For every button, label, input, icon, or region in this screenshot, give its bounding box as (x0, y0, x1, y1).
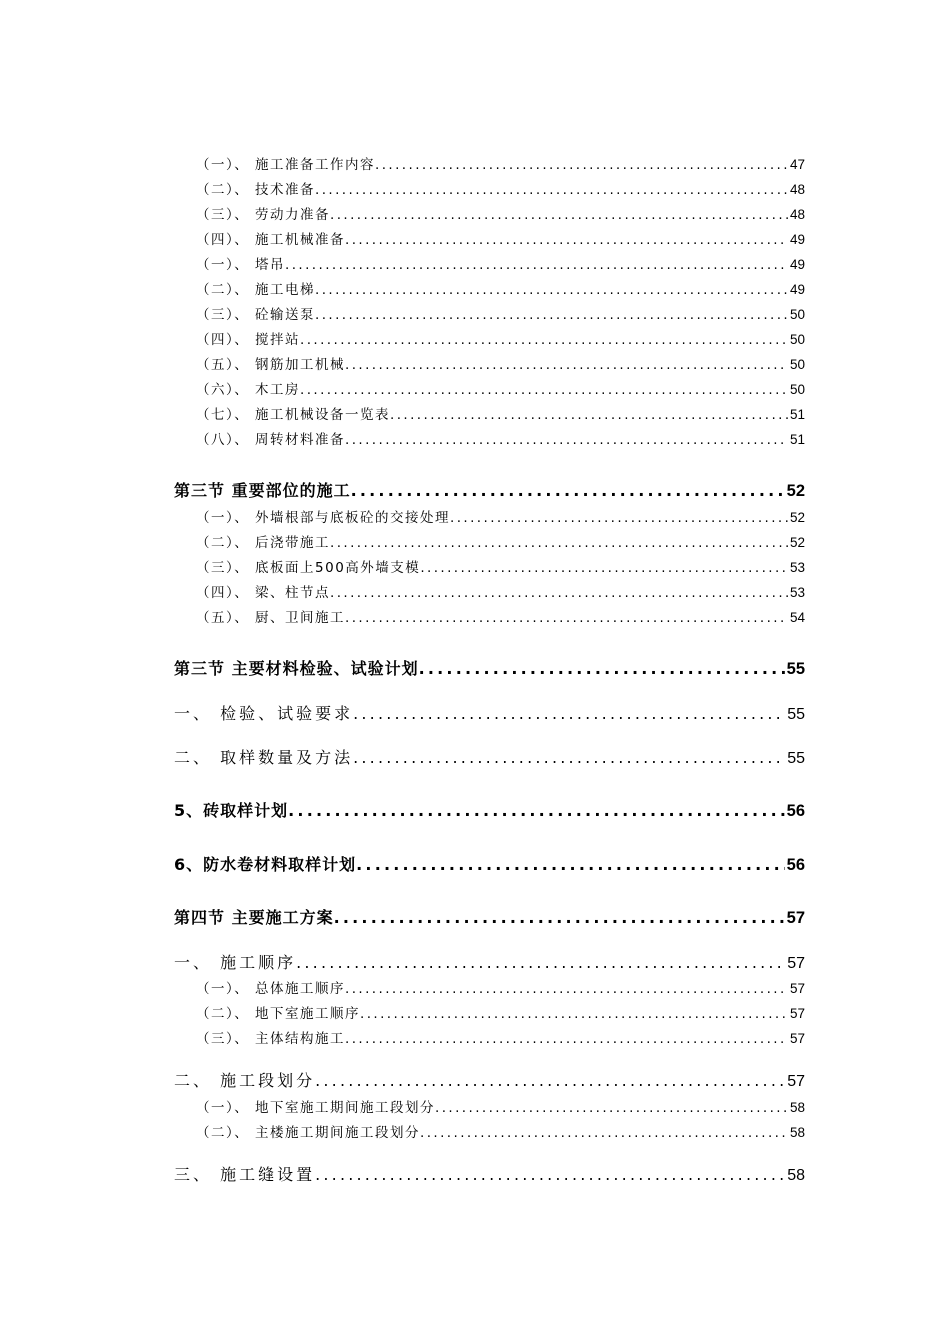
toc-entry[interactable] (196, 428, 805, 446)
toc-leader-dots (345, 232, 788, 248)
toc-entry-label: （六）、 木工房 (196, 382, 301, 398)
toc-entry-label: （二）、 地下室施工顺序 (196, 1006, 361, 1022)
toc-leader-dots (353, 748, 785, 767)
toc-page-number: 57 (789, 981, 805, 996)
toc-leader-dots (315, 282, 788, 298)
toc-entry[interactable] (196, 1002, 805, 1020)
toc-entry[interactable] (196, 178, 805, 196)
toc-page-number: 50 (789, 357, 805, 372)
toc-entry-label: （七）、 施工机械设备一览表 (196, 407, 391, 423)
toc-page-number: 52 (789, 535, 805, 550)
toc-entry-label: （一）、 总体施工顺序 (196, 981, 346, 997)
toc-page-number: 58 (787, 1167, 805, 1184)
toc-page-number: 51 (789, 432, 805, 447)
toc-page-number: 58 (789, 1100, 805, 1115)
toc-entry-label: （五）、 钢筋加工机械 (196, 357, 346, 373)
toc-leader-dots (296, 953, 785, 972)
toc-entry[interactable] (196, 153, 805, 171)
toc-entry-label: （三）、 主体结构施工 (196, 1031, 346, 1047)
toc-entry-label: （四）、 施工机械准备 (196, 232, 346, 248)
toc-entry-label: （二）、 后浇带施工 (196, 535, 331, 551)
toc-leader-dots (435, 1100, 788, 1116)
toc-entry[interactable] (196, 531, 805, 549)
toc-leader-dots (351, 481, 785, 500)
toc-leader-dots (315, 182, 788, 198)
toc-page-number: 49 (789, 257, 805, 272)
toc-page-number: 48 (789, 182, 805, 197)
toc-entry-label: 第四节 主要施工方案 (174, 908, 334, 927)
toc-entry-label: （三）、 劳动力准备 (196, 207, 331, 223)
toc-entry[interactable] (196, 253, 805, 271)
toc-page-number: 57 (786, 909, 805, 927)
toc-entry[interactable] (196, 353, 805, 371)
toc-entry[interactable] (196, 606, 805, 624)
toc-entry-label: 第三节 主要材料检验、试验计划 (174, 659, 419, 678)
toc-leader-dots (419, 659, 785, 678)
toc-section-heading[interactable] (174, 656, 805, 678)
toc-subsection[interactable] (174, 1162, 805, 1184)
toc-page-number: 55 (787, 706, 805, 723)
toc-page-number: 57 (789, 1031, 805, 1046)
toc-subsection[interactable] (174, 701, 805, 723)
toc-entry-label: （一）、 施工准备工作内容 (196, 157, 376, 173)
toc-entry-label: （四）、 搅拌站 (196, 332, 301, 348)
toc-leader-dots (420, 560, 788, 576)
toc-entry-label: （二）、 主楼施工期间施工段划分 (196, 1125, 421, 1141)
toc-leader-dots (345, 1031, 788, 1047)
toc-leader-dots (353, 704, 785, 723)
toc-leader-dots (420, 1125, 788, 1141)
toc-leader-dots (300, 382, 788, 398)
toc-leader-dots (288, 801, 785, 820)
toc-leader-dots (345, 357, 788, 373)
toc-entry[interactable] (196, 977, 805, 995)
toc-page-number: 55 (786, 660, 805, 678)
toc-page-number: 51 (789, 407, 805, 422)
toc-leader-dots (315, 1165, 785, 1184)
toc-entry[interactable] (196, 378, 805, 396)
toc-leader-dots (330, 207, 788, 223)
toc-leader-dots (285, 257, 788, 273)
toc-entry[interactable] (196, 303, 805, 321)
toc-page-number: 56 (786, 856, 805, 874)
toc-subsection[interactable] (174, 950, 805, 972)
toc-section-heading[interactable] (174, 905, 805, 927)
toc-page-number: 50 (789, 382, 805, 397)
toc-leader-dots (300, 332, 788, 348)
toc-subsection[interactable] (174, 1068, 805, 1090)
toc-leader-dots (360, 1006, 788, 1022)
toc-section-heading[interactable] (174, 478, 805, 500)
toc-page-number: 47 (789, 157, 805, 172)
toc-page-number: 57 (787, 1073, 805, 1090)
toc-entry[interactable] (196, 278, 805, 296)
toc-entry[interactable] (196, 228, 805, 246)
toc-section-heading[interactable] (174, 798, 805, 820)
toc-entry[interactable] (196, 581, 805, 599)
toc-leader-dots (375, 157, 788, 173)
toc-entry-label: （五）、 厨、卫间施工 (196, 610, 346, 626)
toc-page-number: 53 (789, 585, 805, 600)
toc-page-number: 56 (786, 802, 805, 820)
toc-page-number: 53 (789, 560, 805, 575)
toc-entry-label: 三、 施工缝设置 (174, 1165, 316, 1184)
toc-leader-dots (356, 855, 785, 874)
toc-leader-dots (315, 1071, 785, 1090)
toc-page-number: 58 (789, 1125, 805, 1140)
toc-page-number: 50 (789, 332, 805, 347)
toc-entry-label: （三）、 砼输送泵 (196, 307, 316, 323)
toc-entry-label: 二、 取样数量及方法 (174, 748, 354, 767)
toc-entry-label: 一、 检验、试验要求 (174, 704, 354, 723)
toc-entry-label: （一）、 塔吊 (196, 257, 286, 273)
toc-entry-label: 一、 施工顺序 (174, 953, 297, 972)
toc-page-number: 50 (789, 307, 805, 322)
toc-entry[interactable] (196, 403, 805, 421)
toc-entry-label: 6、防水卷材料取样计划 (174, 855, 357, 874)
toc-entry-label: （一）、 地下室施工期间施工段划分 (196, 1100, 436, 1116)
toc-entry-label: （二）、 施工电梯 (196, 282, 316, 298)
toc-subsection[interactable] (174, 745, 805, 767)
toc-entry-label: 第三节 重要部位的施工 (174, 481, 351, 500)
toc-page-number: 52 (789, 510, 805, 525)
toc-entry[interactable] (196, 328, 805, 346)
toc-leader-dots (345, 981, 788, 997)
toc-leader-dots (345, 432, 788, 448)
toc-page-number: 49 (789, 282, 805, 297)
toc-leader-dots (390, 407, 788, 423)
toc-entry[interactable] (196, 506, 805, 524)
toc-entry[interactable] (196, 203, 805, 221)
toc-entry-label: （八）、 周转材料准备 (196, 432, 346, 448)
toc-page-number: 49 (789, 232, 805, 247)
toc-leader-dots (330, 585, 788, 601)
toc-entry[interactable] (196, 556, 805, 574)
toc-entry[interactable] (196, 1027, 805, 1045)
toc-leader-dots (345, 610, 788, 626)
toc-page-number: 57 (789, 1006, 805, 1021)
toc-page-number: 54 (789, 610, 805, 625)
toc-leader-dots (450, 510, 788, 526)
toc-page-number: 48 (789, 207, 805, 222)
toc-entry-label: （二）、 技术准备 (196, 182, 316, 198)
toc-entry-label: （一）、 外墙根部与底板砼的交接处理 (196, 510, 451, 526)
toc-leader-dots (334, 908, 785, 927)
toc-entry[interactable] (196, 1121, 805, 1139)
toc-entry-label: 5、砖取样计划 (174, 801, 289, 820)
toc-page-number: 55 (787, 750, 805, 767)
toc-entry-label: （四）、 梁、柱节点 (196, 585, 331, 601)
toc-leader-dots (315, 307, 788, 323)
toc-section-heading[interactable] (174, 852, 805, 874)
toc-leader-dots (330, 535, 788, 551)
toc-entry-label: （三）、 底板面上500高外墙支模 (196, 560, 421, 576)
toc-entry[interactable] (196, 1096, 805, 1114)
toc-page-number: 52 (786, 482, 805, 500)
toc-page-number: 57 (787, 955, 805, 972)
toc-entry-label: 二、 施工段划分 (174, 1071, 316, 1090)
